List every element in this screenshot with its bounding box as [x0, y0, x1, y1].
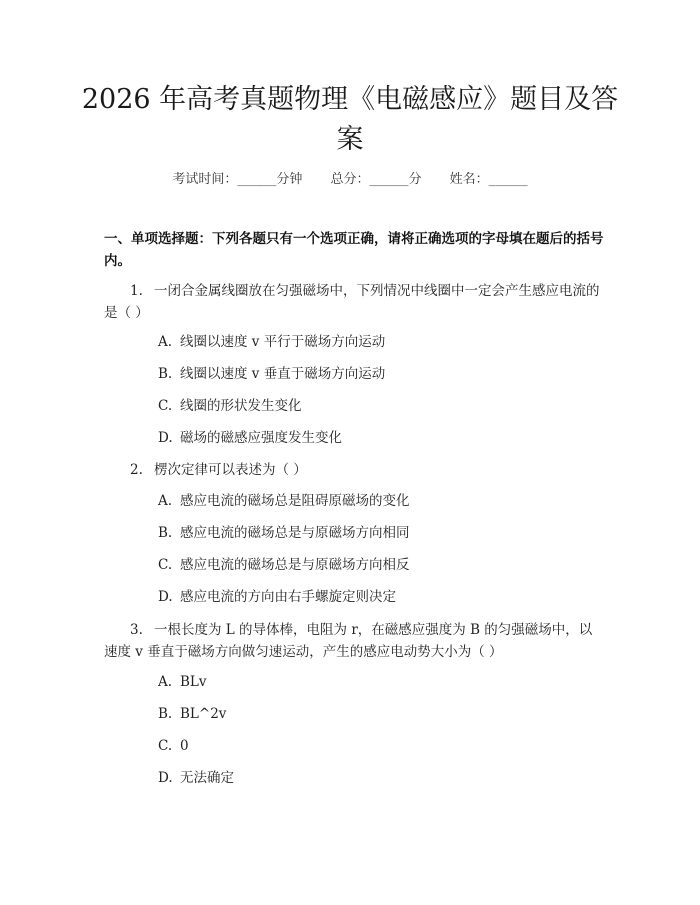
- option-letter: B.: [158, 366, 173, 382]
- question-text: 一闭合金属线圈放在匀强磁场中，下列情况中线圈中一定会产生感应电流的是（ ）: [104, 283, 600, 321]
- title-line-1: 2026 年高考真题物理《电磁感应》题目及答: [81, 84, 619, 115]
- option-letter: D.: [158, 589, 173, 605]
- question-3-option-b: [158, 704, 598, 724]
- question-3-stem: [104, 619, 604, 663]
- section-heading: 一、单项选择题：下列各题只有一个选项正确，请将正确选项的字母填在题后的括号内。: [104, 231, 604, 269]
- option-text: 线圈的形状发生变化: [180, 398, 302, 414]
- option-letter: C.: [158, 557, 173, 573]
- question-text: 一根长度为 L 的导体棒，电阻为 r，在磁感应强度为 B 的匀强磁场中，以速度 v 垂直于磁场方向做匀速运动，产生的感应电动势大小为（ ）: [104, 622, 593, 660]
- question-1-option-c: [158, 396, 598, 416]
- question-1-option-a: [158, 332, 598, 352]
- option-letter: C.: [158, 398, 173, 414]
- question-text: 楞次定律可以表述为（ ）: [154, 462, 307, 478]
- question-2-option-a: [158, 491, 598, 511]
- option-text: 感应电流的方向由右手螺旋定则决定: [180, 589, 396, 605]
- total-score-field: 总分：______分: [330, 172, 422, 187]
- student-name-field: 姓名：______: [449, 172, 528, 187]
- option-letter: A.: [158, 674, 173, 690]
- option-text: 磁场的磁感应强度发生变化: [180, 430, 342, 446]
- option-letter: A.: [158, 493, 173, 509]
- question-1-stem: [104, 280, 604, 324]
- question-2-option-d: [158, 587, 598, 607]
- question-number: 2.: [130, 462, 143, 478]
- option-letter: D.: [158, 770, 173, 786]
- option-text: 感应电流的磁场总是阻碍原磁场的变化: [180, 493, 410, 509]
- option-text: 无法确定: [180, 770, 234, 786]
- question-2-option-c: [158, 555, 598, 575]
- question-1-option-d: [158, 428, 598, 448]
- option-text: 线圈以速度 v 平行于磁场方向运动: [180, 334, 386, 350]
- option-text: 线圈以速度 v 垂直于磁场方向运动: [180, 366, 386, 382]
- exam-info: [0, 168, 700, 187]
- option-text: BLv: [180, 674, 207, 690]
- document-title: [60, 80, 640, 160]
- option-letter: B.: [158, 525, 173, 541]
- option-text: 感应电流的磁场总是与原磁场方向相反: [180, 557, 410, 573]
- option-text: 0: [180, 738, 189, 754]
- question-2-option-b: [158, 523, 598, 543]
- exam-time-field: 考试时间：______分钟: [172, 172, 303, 187]
- question-2-stem: [104, 459, 604, 481]
- title-line-2: 案: [336, 124, 364, 155]
- question-number: 1.: [130, 283, 143, 299]
- question-3-option-a: [158, 672, 598, 692]
- option-letter: C.: [158, 738, 173, 754]
- option-letter: D.: [158, 430, 173, 446]
- option-text: BL^2v: [180, 706, 227, 722]
- option-letter: A.: [158, 334, 173, 350]
- question-number: 3.: [130, 622, 143, 638]
- option-text: 感应电流的磁场总是与原磁场方向相同: [180, 525, 410, 541]
- question-3-option-c: [158, 736, 598, 756]
- question-1-option-b: [158, 364, 598, 384]
- option-letter: B.: [158, 706, 173, 722]
- question-3-option-d: [158, 768, 598, 788]
